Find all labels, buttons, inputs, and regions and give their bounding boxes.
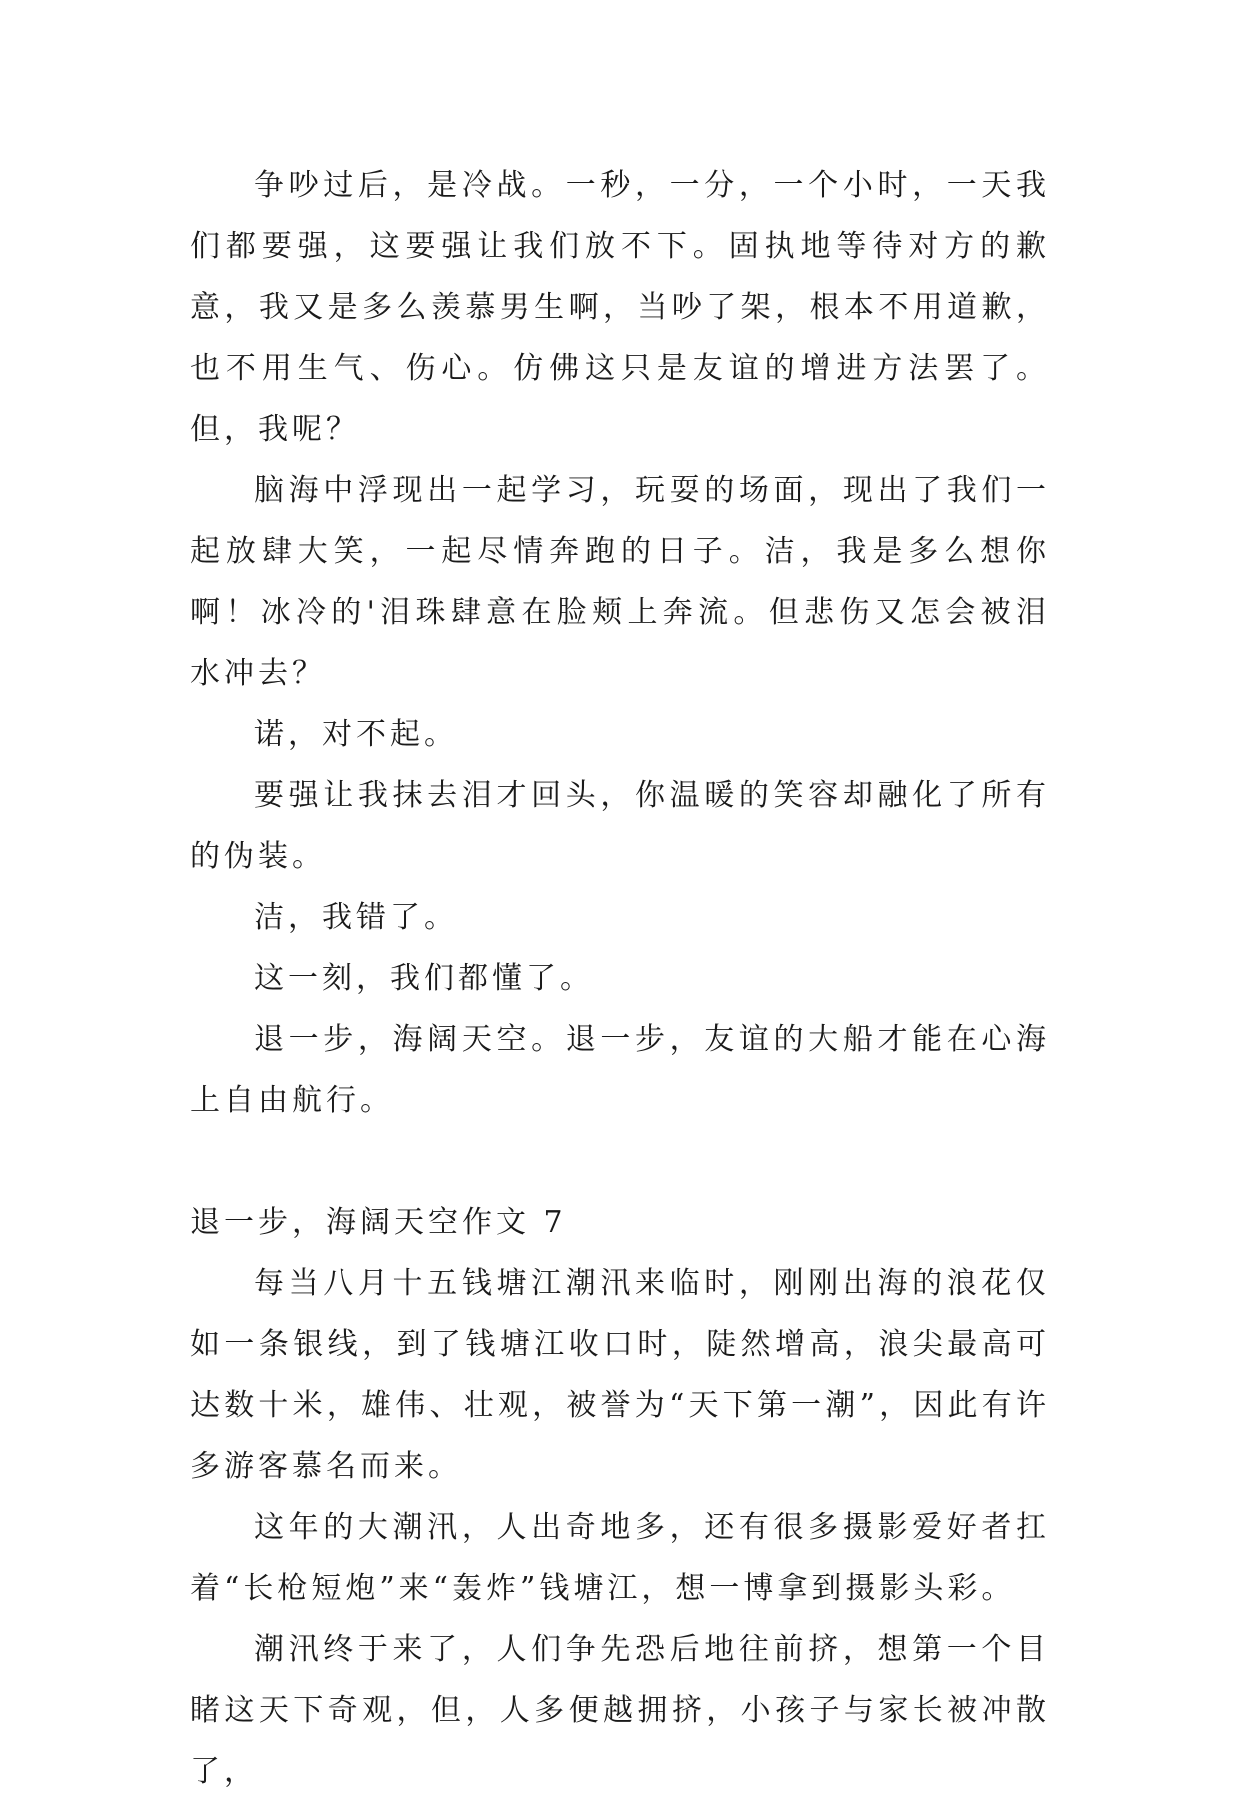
paragraph: 潮汛终于来了，人们争先恐后地往前挤，想第一个目睹这天下奇观，但，人多便越拥挤，小孩子与家长被冲散了，: [190, 1632, 1050, 1789]
section-heading: 退一步，海阔天空作文 7: [190, 1205, 567, 1240]
paragraph: 这年的大潮汛，人出奇地多，还有很多摄影爱好者扛着“长枪短炮”来“轰炸”钱塘江，想一博拿到摄影头彩。: [190, 1510, 1050, 1606]
paragraph: 退一步，海阔天空。退一步，友谊的大船才能在心海上自由航行。: [190, 1022, 1050, 1118]
document-body: [190, 155, 1050, 1802]
paragraph: 诺，对不起。: [254, 717, 458, 752]
paragraph: 要强让我抹去泪才回头，你温暖的笑容却融化了所有的伪装。: [190, 778, 1050, 874]
paragraph: 脑海中浮现出一起学习，玩耍的场面，现出了我们一起放肆大笑，一起尽情奔跑的日子。洁，我是多么想你啊！冰冷的'泪珠肆意在脸颊上奔流。但悲伤又怎会被泪水冲去？: [190, 473, 1050, 691]
paragraph: 争吵过后，是冷战。一秒，一分，一个小时，一天我们都要强，这要强让我们放不下。固执地等待对方的歉意，我又是多么羡慕男生啊，当吵了架，根本不用道歉，也不用生气、伤心。仿佛这只是友谊的增进方法罢了。但，我呢？: [190, 168, 1050, 447]
paragraph: 这一刻，我们都懂了。: [254, 961, 594, 996]
paragraph: 洁，我错了。: [254, 900, 458, 935]
paragraph: 每当八月十五钱塘江潮汛来临时，刚刚出海的浪花仅如一条银线，到了钱塘江收口时，陡然增高，浪尖最高可达数十米，雄伟、壮观，被誉为“天下第一潮”，因此有许多游客慕名而来。: [190, 1266, 1050, 1484]
